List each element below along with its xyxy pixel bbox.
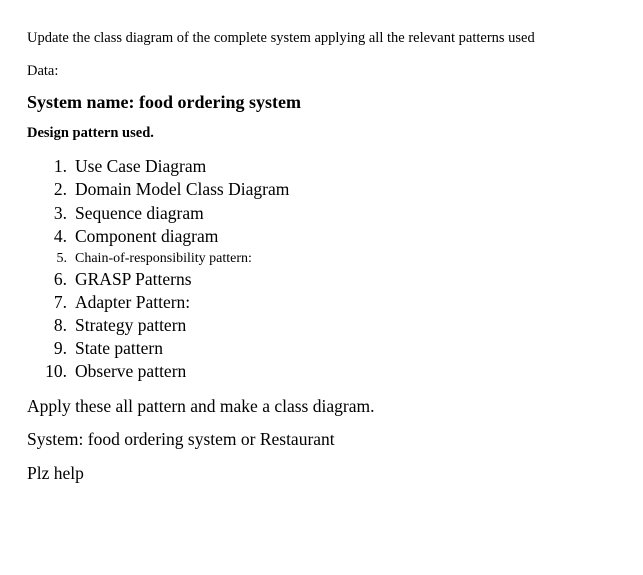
list-item-label: Domain Model Class Diagram	[75, 179, 290, 199]
list-item-number: 10.	[45, 361, 67, 381]
system-description: System: food ordering system or Restaurant	[27, 429, 335, 449]
list-item-number: 4.	[53, 226, 67, 246]
list-item-label: Observe pattern	[75, 361, 187, 381]
closing-text: Plz help	[27, 463, 84, 483]
data-label: Data:	[27, 63, 59, 79]
list-item-label: Component diagram	[75, 226, 219, 246]
list-item-number: 3.	[53, 203, 67, 223]
list-item-label: Strategy pattern	[75, 315, 187, 335]
list-item-number: 7.	[53, 292, 67, 312]
list-item-number: 1.	[53, 156, 67, 176]
list-item-label: Chain-of-responsibility pattern:	[75, 251, 252, 266]
list-item-number: 8.	[53, 315, 67, 335]
list-item-label: GRASP Patterns	[75, 269, 192, 289]
design-pattern-heading: Design pattern used.	[27, 125, 154, 141]
list-item-number: 5.	[56, 251, 67, 266]
list-item-number: 2.	[53, 179, 67, 199]
list-item-number: 6.	[53, 269, 67, 289]
intro-text: Update the class diagram of the complete system applying all the relevant patterns used	[27, 30, 535, 46]
list-item-label: Adapter Pattern:	[75, 292, 191, 312]
system-name-heading: System name: food ordering system	[27, 92, 301, 112]
apply-instruction: Apply these all pattern and make a class diagram.	[27, 396, 375, 416]
list-item-label: Sequence diagram	[75, 203, 204, 223]
list-item-label: Use Case Diagram	[75, 156, 207, 176]
list-item-label: State pattern	[75, 338, 163, 358]
list-item-number: 9.	[53, 338, 67, 358]
